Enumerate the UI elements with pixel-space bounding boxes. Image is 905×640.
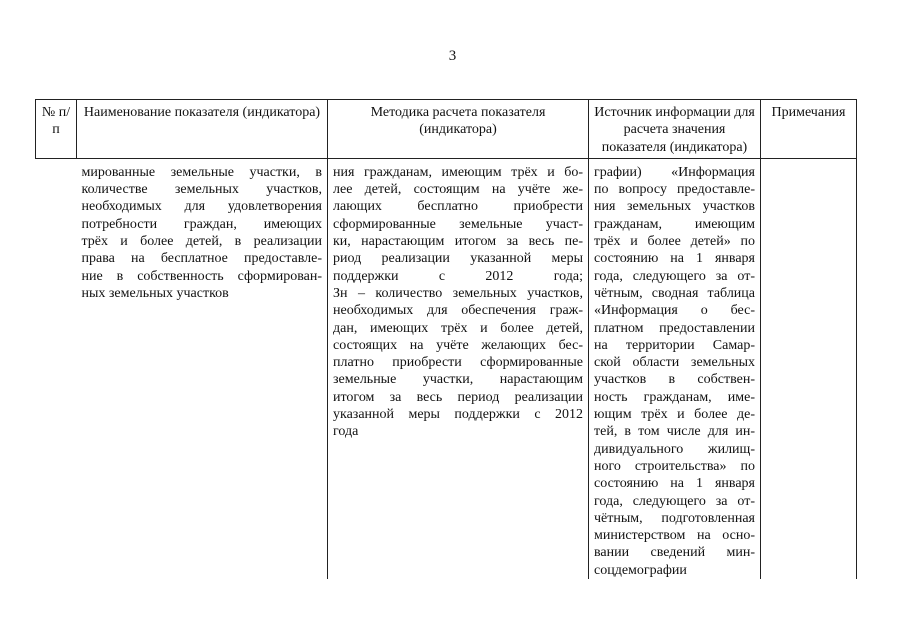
text-line: состоящих на учёте желающих бес-: [333, 337, 583, 353]
text-line: тей, в том числе для ин-: [594, 424, 755, 440]
text-line: Зн – количество земельных участков,: [333, 285, 583, 301]
header-information-source: Источник информации для расчета значения показателя (индикатора): [589, 100, 761, 159]
text-line: ской области земельных: [594, 355, 755, 371]
header-number: № п/п: [36, 100, 77, 159]
text-line: лее детей, состоящим на учёте же-: [333, 182, 583, 198]
text-line: дан, имеющих трёх и более детей,: [333, 320, 583, 336]
text-line: участков в собствен-: [594, 372, 755, 388]
text-line: министерством на осно-: [594, 528, 755, 544]
text-line: на территории Самар-: [594, 337, 755, 353]
text-line: чётным, сводная таблица: [594, 285, 755, 301]
table-row: [36, 158, 857, 579]
text-line: года: [333, 424, 359, 440]
text-line: ющим трёх и более де-: [594, 407, 755, 423]
text-line: ния гражданам, имеющим трёх и бо-: [333, 164, 583, 180]
text-line: права на бесплатное предоставле-: [81, 251, 322, 267]
cell-calculation-method: [328, 158, 589, 579]
text-line: трёх и более детей, в реализации: [81, 234, 322, 250]
text-line: по вопросу предоставле-: [594, 182, 755, 198]
text-line: ки, нарастающим итогом за весь пе-: [333, 234, 583, 250]
indicator-table: [35, 99, 857, 579]
text-line: земельные участки, нарастающим: [333, 372, 583, 388]
header-calculation-method: Методика расчета показателя (индикатора): [328, 100, 589, 159]
calculation-method-text: [333, 164, 583, 441]
text-line: ние в собственность сформирован-: [81, 268, 322, 284]
text-line: года, следующего за от-: [594, 268, 755, 284]
cell-information-source: [589, 158, 761, 579]
text-line: года, следующего за от-: [594, 493, 755, 509]
information-source-text: [594, 164, 755, 579]
page-number: 3: [448, 48, 457, 64]
text-line: платном предоставлении: [594, 320, 755, 336]
text-line: ного строительства» по: [594, 458, 755, 474]
text-line: ность гражданам, име-: [594, 389, 755, 405]
header-indicator-name: Наименование показателя (индикатора): [77, 100, 328, 159]
header-notes: Примечания: [761, 100, 857, 159]
text-line: ния земельных участков: [594, 199, 755, 215]
text-line: вании сведений мин-: [594, 545, 755, 561]
text-line: платно приобрести сформированные: [333, 355, 583, 371]
text-line: состоянию на 1 января: [594, 476, 755, 492]
text-line: необходимых для обеспечения граж-: [333, 303, 583, 319]
cell-number: [36, 158, 77, 579]
text-line: состоянию на 1 января: [594, 251, 755, 267]
text-line: ных земельных участков: [81, 285, 229, 301]
text-line: графии) «Информация: [594, 164, 755, 180]
text-line: «Информация о бес-: [594, 303, 755, 319]
text-line: указанной меры поддержки с 2012: [333, 407, 583, 423]
text-line: итогом за весь период реализации: [333, 389, 583, 405]
text-line: соцдемографии: [594, 562, 687, 578]
text-line: гражданам, имеющим: [594, 216, 755, 232]
text-line: сформированные земельные участ-: [333, 216, 583, 232]
text-line: потребности граждан, имеющих: [81, 216, 322, 232]
text-line: риод реализации указанной меры: [333, 251, 583, 267]
text-line: дивидуального жилищ-: [594, 441, 755, 457]
text-line: поддержки с 2012 года;: [333, 268, 583, 284]
cell-indicator-name: [77, 158, 328, 579]
text-line: чётным, подготовленная: [594, 510, 755, 526]
indicator-name-text: [82, 164, 323, 302]
cell-notes: [761, 158, 857, 579]
text-line: лающих бесплатно приобрести: [333, 199, 583, 215]
text-line: мированные земельные участки, в: [81, 164, 322, 180]
text-line: трёх и более детей» по: [594, 234, 755, 250]
table-header-row: [36, 100, 857, 159]
text-line: необходимых для удовлетворения: [81, 199, 322, 215]
text-line: количестве земельных участков,: [81, 182, 322, 198]
